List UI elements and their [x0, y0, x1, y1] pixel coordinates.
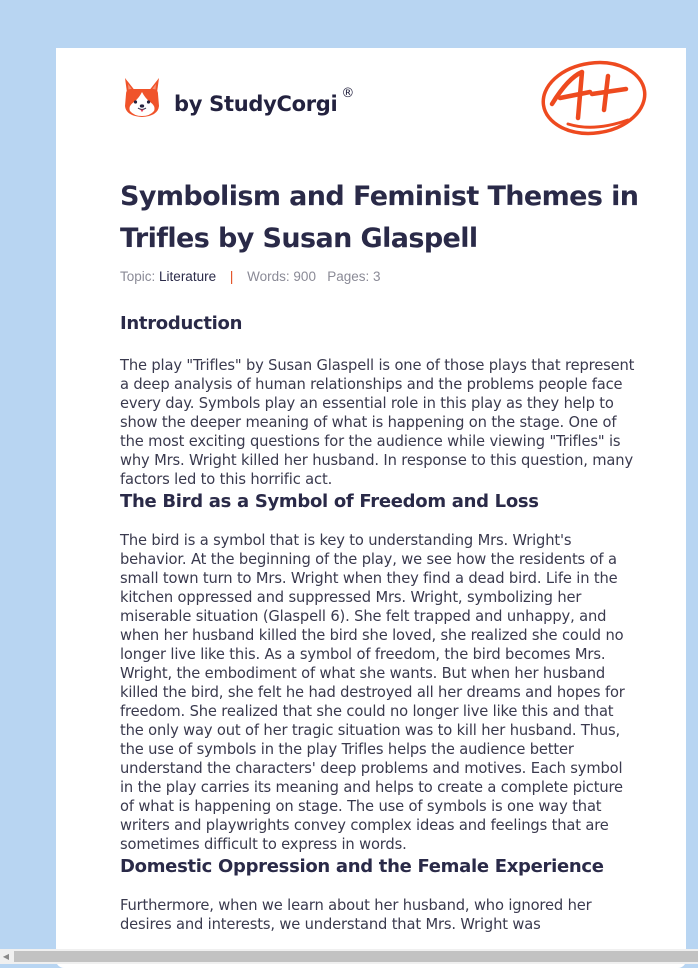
- section-heading-bird-symbol: The Bird as a Symbol of Freedom and Loss: [120, 491, 539, 512]
- corgi-head-icon: [122, 76, 162, 120]
- topic-label: Topic:: [120, 269, 156, 284]
- brand-name: by StudyCorgi ®: [174, 86, 355, 116]
- section-paragraph-domestic-oppression: Furthermore, when we learn about her husband, who ignored her desires and interests, we understand that Mrs. Wright was: [120, 897, 592, 933]
- document-meta: [120, 269, 381, 284]
- document-title: Symbolism and Feminist Themes in Trifles by Susan Glaspell: [120, 181, 639, 254]
- registered-mark: ®: [341, 86, 355, 101]
- pages-label: Pages:: [327, 269, 370, 284]
- document-body: [120, 310, 636, 934]
- words-label: Words:: [247, 269, 290, 284]
- topic-link[interactable]: Literature: [159, 269, 217, 284]
- section-paragraph-bird-symbol: The bird is a symbol that is key to understanding Mrs. Wright's behavior. At the beginning of the play, we see how the residents of a small town turn to Mrs. Wright when they find a dead bird. Life in the kitchen oppressed and suppressed Mrs. Wright, symbolizing her miserable situation (Glaspell 6). She felt trapped and unhappy, and when her husband killed the bird she loved, she realized she could no longer live like this. As a symbol of freedom, the bird becomes Mrs. Wright, the embodiment of what she wants. But when her husband killed the bird, she felt he had destroyed all her dreams and hopes for freedom. She realized that she could no longer live like this and that the only way out of her tragic situation was to kill her husband. Thus, the use of symbols in the play Trifles helps the audience better understand the characters' deep problems and motives. Each symbol in the play carries its meaning and helps to create a complete picture of what is happening on stage. The use of symbols is one way that writers and playwrights convey complex ideas and feelings that are sometimes difficult to express in words.: [120, 532, 625, 853]
- brand-logo[interactable]: [122, 76, 354, 120]
- section-paragraph-introduction: The play "Trifles" by Susan Glaspell is one of those plays that represent a deep analysis of human relationships and the problems people face every day. Symbols play an essential role in this play as they help to show the deeper meaning of what is happening on the stage. One of the most exciting questions for the audience while viewing "Trifles" is why Mrs. Wright killed her husband. In response to this question, many factors led to this horrific act.: [120, 357, 635, 488]
- words-count: 900: [293, 269, 316, 284]
- scroll-left-arrow-icon[interactable]: ◀: [2, 952, 10, 961]
- a-plus-grade-icon: [538, 58, 650, 140]
- horizontal-scrollbar[interactable]: [0, 949, 698, 964]
- pages-count: 3: [373, 269, 381, 284]
- document-card: [56, 48, 686, 968]
- section-heading-introduction: Introduction: [120, 313, 243, 334]
- scrollbar-thumb[interactable]: [14, 951, 698, 962]
- meta-separator: |: [229, 269, 234, 284]
- section-heading-domestic-oppression: Domestic Oppression and the Female Experience: [120, 856, 604, 877]
